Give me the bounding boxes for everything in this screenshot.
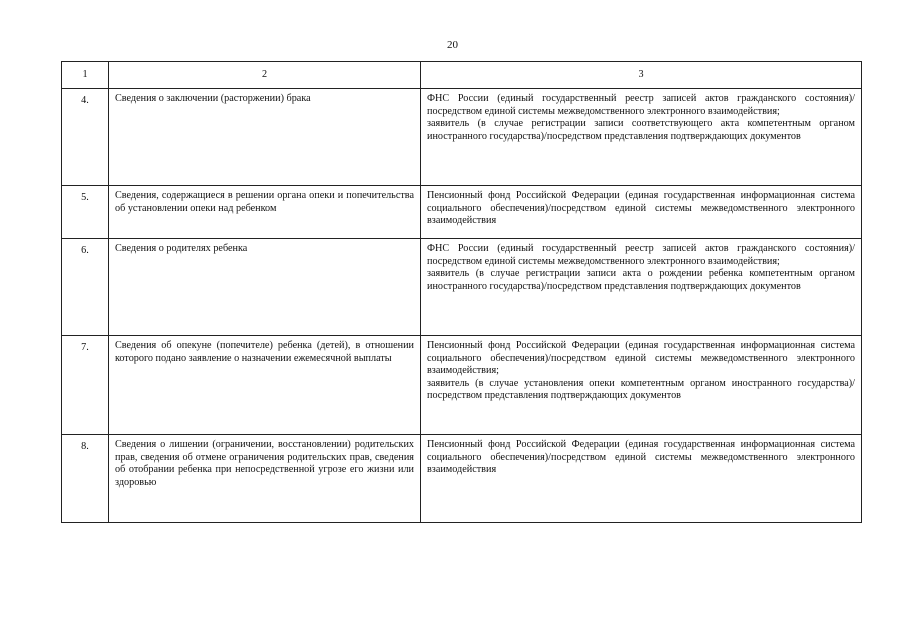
table-row xyxy=(62,336,862,435)
row-information: Сведения о лишении (ограничении, восстановлении) родительских прав, сведения об отмене ограничения родительских прав, сведения об отобрании ребенка при непосредственной угрозе его жизни или здоровью xyxy=(109,435,421,523)
column-header-number: 1 xyxy=(62,62,109,89)
source-paragraph: Пенсионный фонд Российской Федерации (единая государственная информационная система социального обеспечения)/посредством единой системы межведомственного электронного взаимодействия xyxy=(427,190,855,227)
source-paragraph: Пенсионный фонд Российской Федерации (единая государственная информационная система социального обеспечения)/посредством единой системы межведомственного электронного взаимодействия; xyxy=(427,340,855,377)
table-row xyxy=(62,89,862,186)
row-number: 4. xyxy=(62,89,109,186)
row-source xyxy=(421,186,862,239)
row-information: Сведения, содержащиеся в решении органа опеки и попечительства об установлении опеки над ребенком xyxy=(109,186,421,239)
document-table xyxy=(61,61,862,523)
row-number: 8. xyxy=(62,435,109,523)
page-number: 20 xyxy=(447,39,458,51)
source-paragraph: Пенсионный фонд Российской Федерации (единая государственная информационная система социального обеспечения)/посредством единой системы межведомственного электронного взаимодействия xyxy=(427,439,855,476)
source-paragraph: ФНС России (единый государственный реестр записей актов гражданского состояния)/посредством единой системы межведомственного электронного взаимодействия; xyxy=(427,243,855,267)
row-source xyxy=(421,336,862,435)
row-number: 5. xyxy=(62,186,109,239)
row-information: Сведения об опекуне (попечителе) ребенка (детей), в отношении которого подано заявление о назначении ежемесячной выплаты xyxy=(109,336,421,435)
column-header-information: 2 xyxy=(109,62,421,89)
row-information: Сведения о заключении (расторжении) брака xyxy=(109,89,421,186)
table-header-row xyxy=(62,62,862,89)
source-paragraph: заявитель (в случае установления опеки компетентным органом иностранного государства)/посредством представления подтверждающих документов xyxy=(427,377,855,402)
table-row xyxy=(62,239,862,336)
row-source xyxy=(421,89,862,186)
source-paragraph: заявитель (в случае регистрации записи соответствующего акта компетентным органом иностранного государства)/посредством представления подтверждающих документов xyxy=(427,118,855,142)
table-row xyxy=(62,435,862,523)
row-source xyxy=(421,435,862,523)
row-information: Сведения о родителях ребенка xyxy=(109,239,421,336)
source-paragraph: ФНС России (единый государственный реестр записей актов гражданского состояния)/посредством единой системы межведомственного электронного взаимодействия; xyxy=(427,93,855,117)
source-paragraph: заявитель (в случае регистрации записи акта о рождении ребенка компетентным органом иностранного государства)/посредством представления подтверждающих документов xyxy=(427,268,855,292)
row-number: 6. xyxy=(62,239,109,336)
column-header-source: 3 xyxy=(421,62,862,89)
row-number: 7. xyxy=(62,336,109,435)
row-source xyxy=(421,239,862,336)
table-row xyxy=(62,186,862,239)
